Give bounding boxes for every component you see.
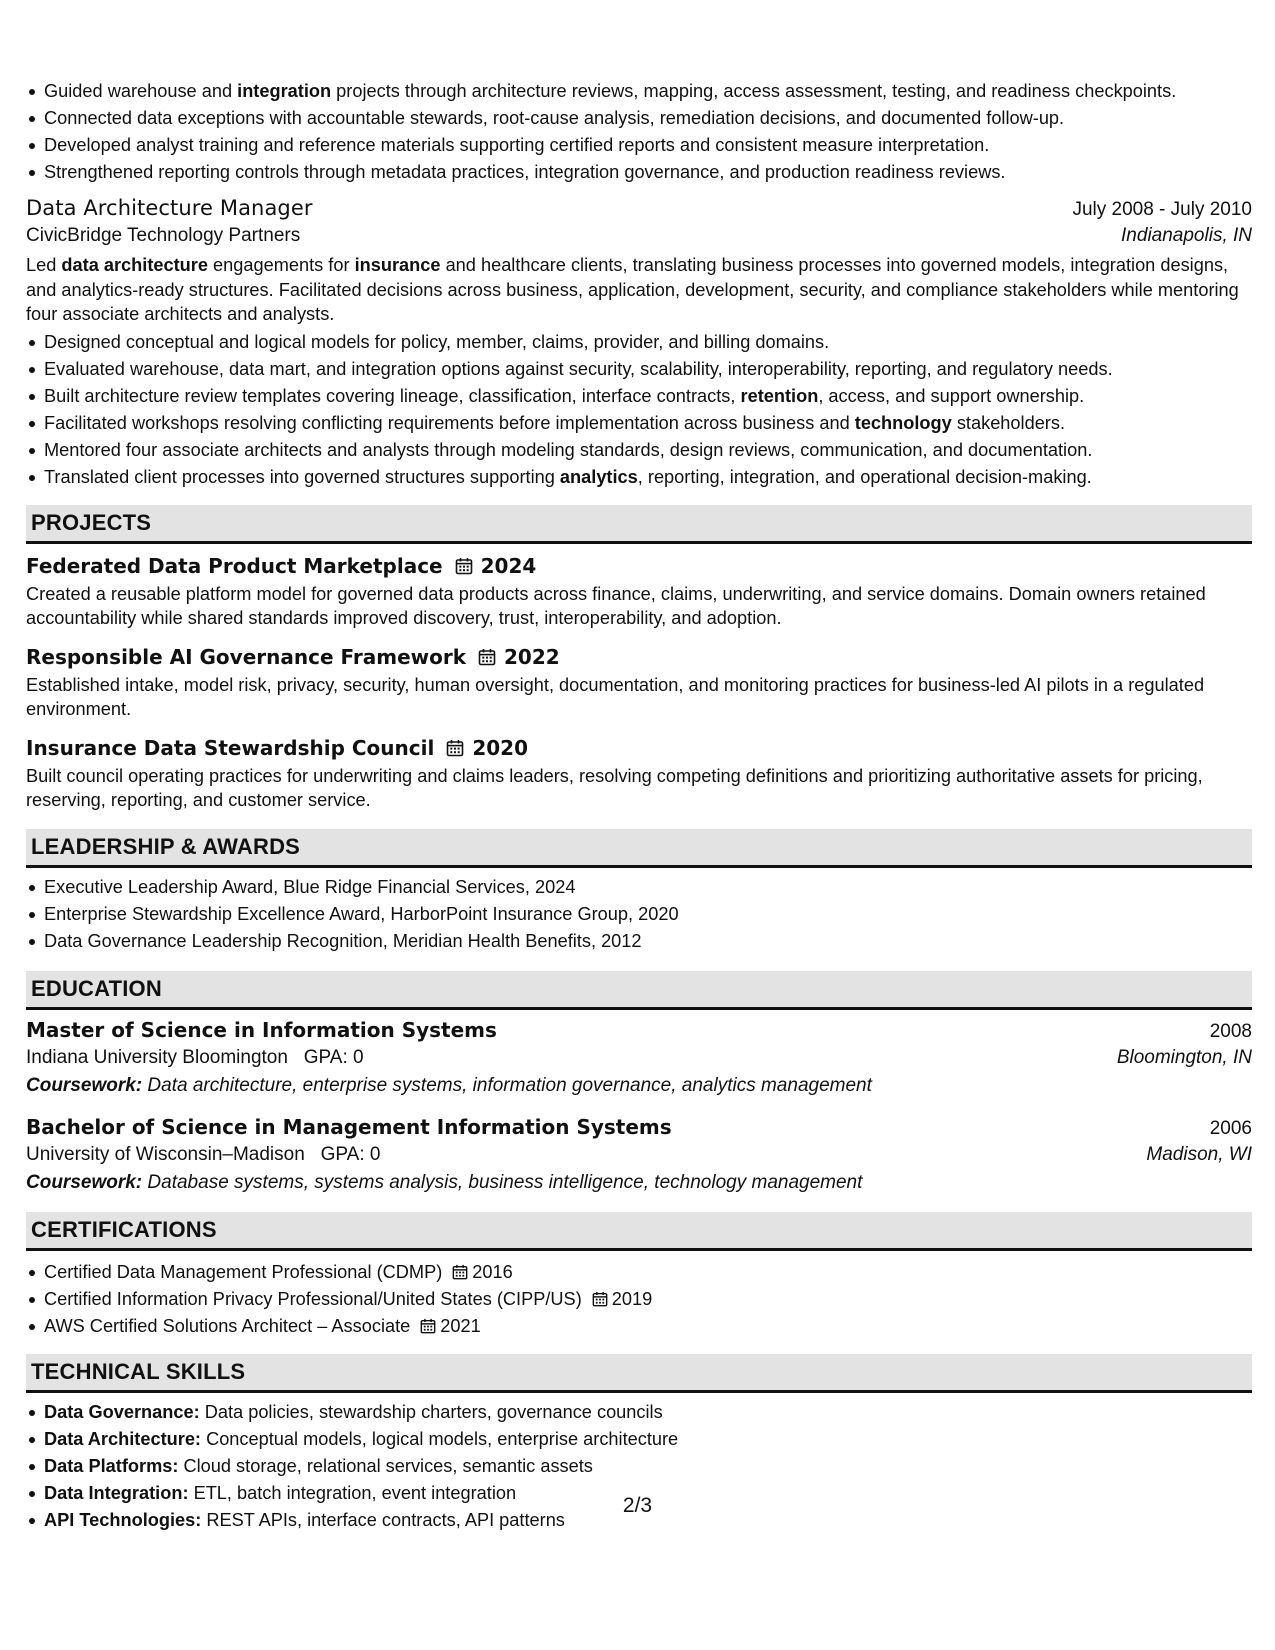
gpa: GPA: 0 — [320, 1143, 381, 1165]
previous-job-bullets — [26, 78, 1252, 186]
certification-year: 2019 — [611, 1288, 653, 1309]
degree-title: Master of Science in Information Systems — [26, 1017, 497, 1042]
project-description: Built council operating practices for underwriting and claims leaders, resolving competing definitions and prioritizing authoritative assets for pricing, reserving, reporting, and customer service. — [26, 765, 1203, 810]
list-item: Data Governance Leadership Recognition, Meridian Health Benefits, 2012 — [26, 928, 1252, 955]
calendar-icon — [455, 557, 473, 575]
calendar-icon — [420, 1318, 436, 1334]
calendar-icon — [452, 1264, 468, 1280]
list-item: Evaluated warehouse, data mart, and integration options against security, scalability, interoperability, reporting, and regulatory needs. — [26, 356, 1252, 383]
skill-value: Cloud storage, relational services, semantic assets — [183, 1455, 593, 1476]
certification-year: 2021 — [440, 1315, 481, 1336]
project-entry — [26, 645, 1252, 722]
coursework: Coursework: Data architecture, enterprise systems, information governance, analytics management — [26, 1074, 872, 1096]
coursework: Coursework: Database systems, systems analysis, business intelligence, technology management — [26, 1171, 863, 1193]
certification-name: Certified Information Privacy Professional/United States (CIPP/US) — [44, 1288, 582, 1309]
school-location: Madison, WI — [1146, 1143, 1252, 1165]
list-item: Developed analyst training and reference materials supporting certified reports and consistent measure interpretation. — [26, 132, 1252, 159]
school-name: University of Wisconsin–Madison — [26, 1143, 305, 1165]
company-name: CivicBridge Technology Partners — [26, 225, 301, 246]
skill-label: API Technologies: — [44, 1509, 202, 1530]
degree-title: Bachelor of Science in Management Information Systems — [26, 1114, 672, 1139]
skill-label: Data Architecture: — [44, 1428, 201, 1449]
list-item: Designed conceptual and logical models for policy, member, claims, provider, and billing domains. — [26, 329, 1252, 356]
education-entry — [26, 1018, 1252, 1097]
section-heading-education: EDUCATION — [26, 971, 1252, 1010]
certifications-list — [26, 1259, 1252, 1340]
skill-value: ETL, batch integration, event integration — [193, 1482, 517, 1503]
project-year: 2024 — [480, 553, 537, 578]
leadership-list — [26, 874, 1252, 955]
project-title: Insurance Data Stewardship Council — [26, 735, 435, 760]
list-item — [26, 1313, 1252, 1340]
section-heading-leadership: LEADERSHIP & AWARDS — [26, 829, 1252, 868]
skill-value: Conceptual models, logical models, enterprise architecture — [206, 1428, 679, 1449]
project-entry — [26, 736, 1252, 813]
list-item: Strengthened reporting controls through metadata practices, integration governance, and production readiness reviews. — [26, 159, 1252, 186]
certification-name: Certified Data Management Professional (CDMP) — [44, 1261, 443, 1282]
list-item — [26, 1259, 1252, 1286]
list-item: Mentored four associate architects and analysts through modeling standards, design reviews, communication, and documentation. — [26, 437, 1252, 464]
calendar-icon — [446, 739, 464, 757]
project-entry — [26, 554, 1252, 631]
certification-name: AWS Certified Solutions Architect – Associate — [44, 1315, 411, 1336]
list-item: Enterprise Stewardship Excellence Award, HarborPoint Insurance Group, 2020 — [26, 901, 1252, 928]
job-location: Indianapolis, IN — [1121, 225, 1252, 246]
job-dates: July 2008 - July 2010 — [1072, 199, 1252, 220]
job-summary: Led data architecture engagements for insurance and healthcare clients, translating business processes into governed models, integration designs, and analytics-ready structures. Facilitated decisions across business, application, development, security, and compliance stakeholders while mentoring four associate architects and analysts. — [26, 255, 1239, 324]
resume-page — [26, 78, 1252, 1534]
project-description: Created a reusable platform model for governed data products across finance, claims, underwriting, and service domains. Domain owners retained accountability while shared standards improved discovery, trust, interoperability, and adoption. — [26, 583, 1206, 628]
list-item: Guided warehouse and integration projects through architecture reviews, mapping, access assessment, testing, and readiness checkpoints. — [26, 78, 1252, 105]
degree-year: 2008 — [1209, 1020, 1252, 1042]
list-item — [26, 1453, 1252, 1480]
list-item: Executive Leadership Award, Blue Ridge Financial Services, 2024 — [26, 874, 1252, 901]
list-item — [26, 1399, 1252, 1426]
job-entry — [26, 196, 1252, 491]
section-heading-skills: TECHNICAL SKILLS — [26, 1354, 1252, 1393]
section-heading-projects: PROJECTS — [26, 505, 1252, 544]
skill-label: Data Integration: — [44, 1482, 189, 1503]
list-item: Built architecture review templates covering lineage, classification, interface contracts, retention, access, and support ownership. — [26, 383, 1252, 410]
section-heading-certifications: CERTIFICATIONS — [26, 1212, 1252, 1251]
project-title: Responsible AI Governance Framework — [26, 644, 467, 669]
school-location: Bloomington, IN — [1116, 1046, 1252, 1068]
project-year: 2022 — [504, 644, 560, 669]
project-title: Federated Data Product Marketplace — [26, 553, 443, 578]
calendar-icon — [478, 648, 496, 666]
skill-value: Data policies, stewardship charters, governance councils — [204, 1401, 663, 1422]
skill-label: Data Governance: — [44, 1401, 200, 1422]
list-item — [26, 1426, 1252, 1453]
degree-year: 2006 — [1209, 1117, 1252, 1139]
projects-section — [26, 554, 1252, 813]
list-item: Connected data exceptions with accountable stewards, root-cause analysis, remediation decisions, and documented follow-up. — [26, 105, 1252, 132]
gpa: GPA: 0 — [303, 1046, 364, 1068]
certification-year: 2016 — [472, 1261, 513, 1282]
school-name: Indiana University Bloomington — [26, 1046, 288, 1068]
education-entry — [26, 1115, 1252, 1194]
calendar-icon — [592, 1291, 608, 1307]
project-year: 2020 — [472, 735, 529, 760]
skill-label: Data Platforms: — [44, 1455, 179, 1476]
list-item: Translated client processes into governed structures supporting analytics, reporting, integration, and operational decision-making. — [26, 464, 1252, 491]
skill-value: REST APIs, interface contracts, API patterns — [206, 1509, 565, 1530]
list-item — [26, 1286, 1252, 1313]
project-description: Established intake, model risk, privacy, security, human oversight, documentation, and monitoring practices for business-led AI pilots in a regulated environment. — [26, 674, 1205, 719]
job-bullets — [26, 329, 1252, 491]
job-title: Data Architecture Manager — [26, 196, 313, 220]
education-section — [26, 1018, 1252, 1194]
list-item: Facilitated workshops resolving conflicting requirements before implementation across business and technology stakeholders. — [26, 410, 1252, 437]
page-number: 2/3 — [622, 1494, 653, 1517]
